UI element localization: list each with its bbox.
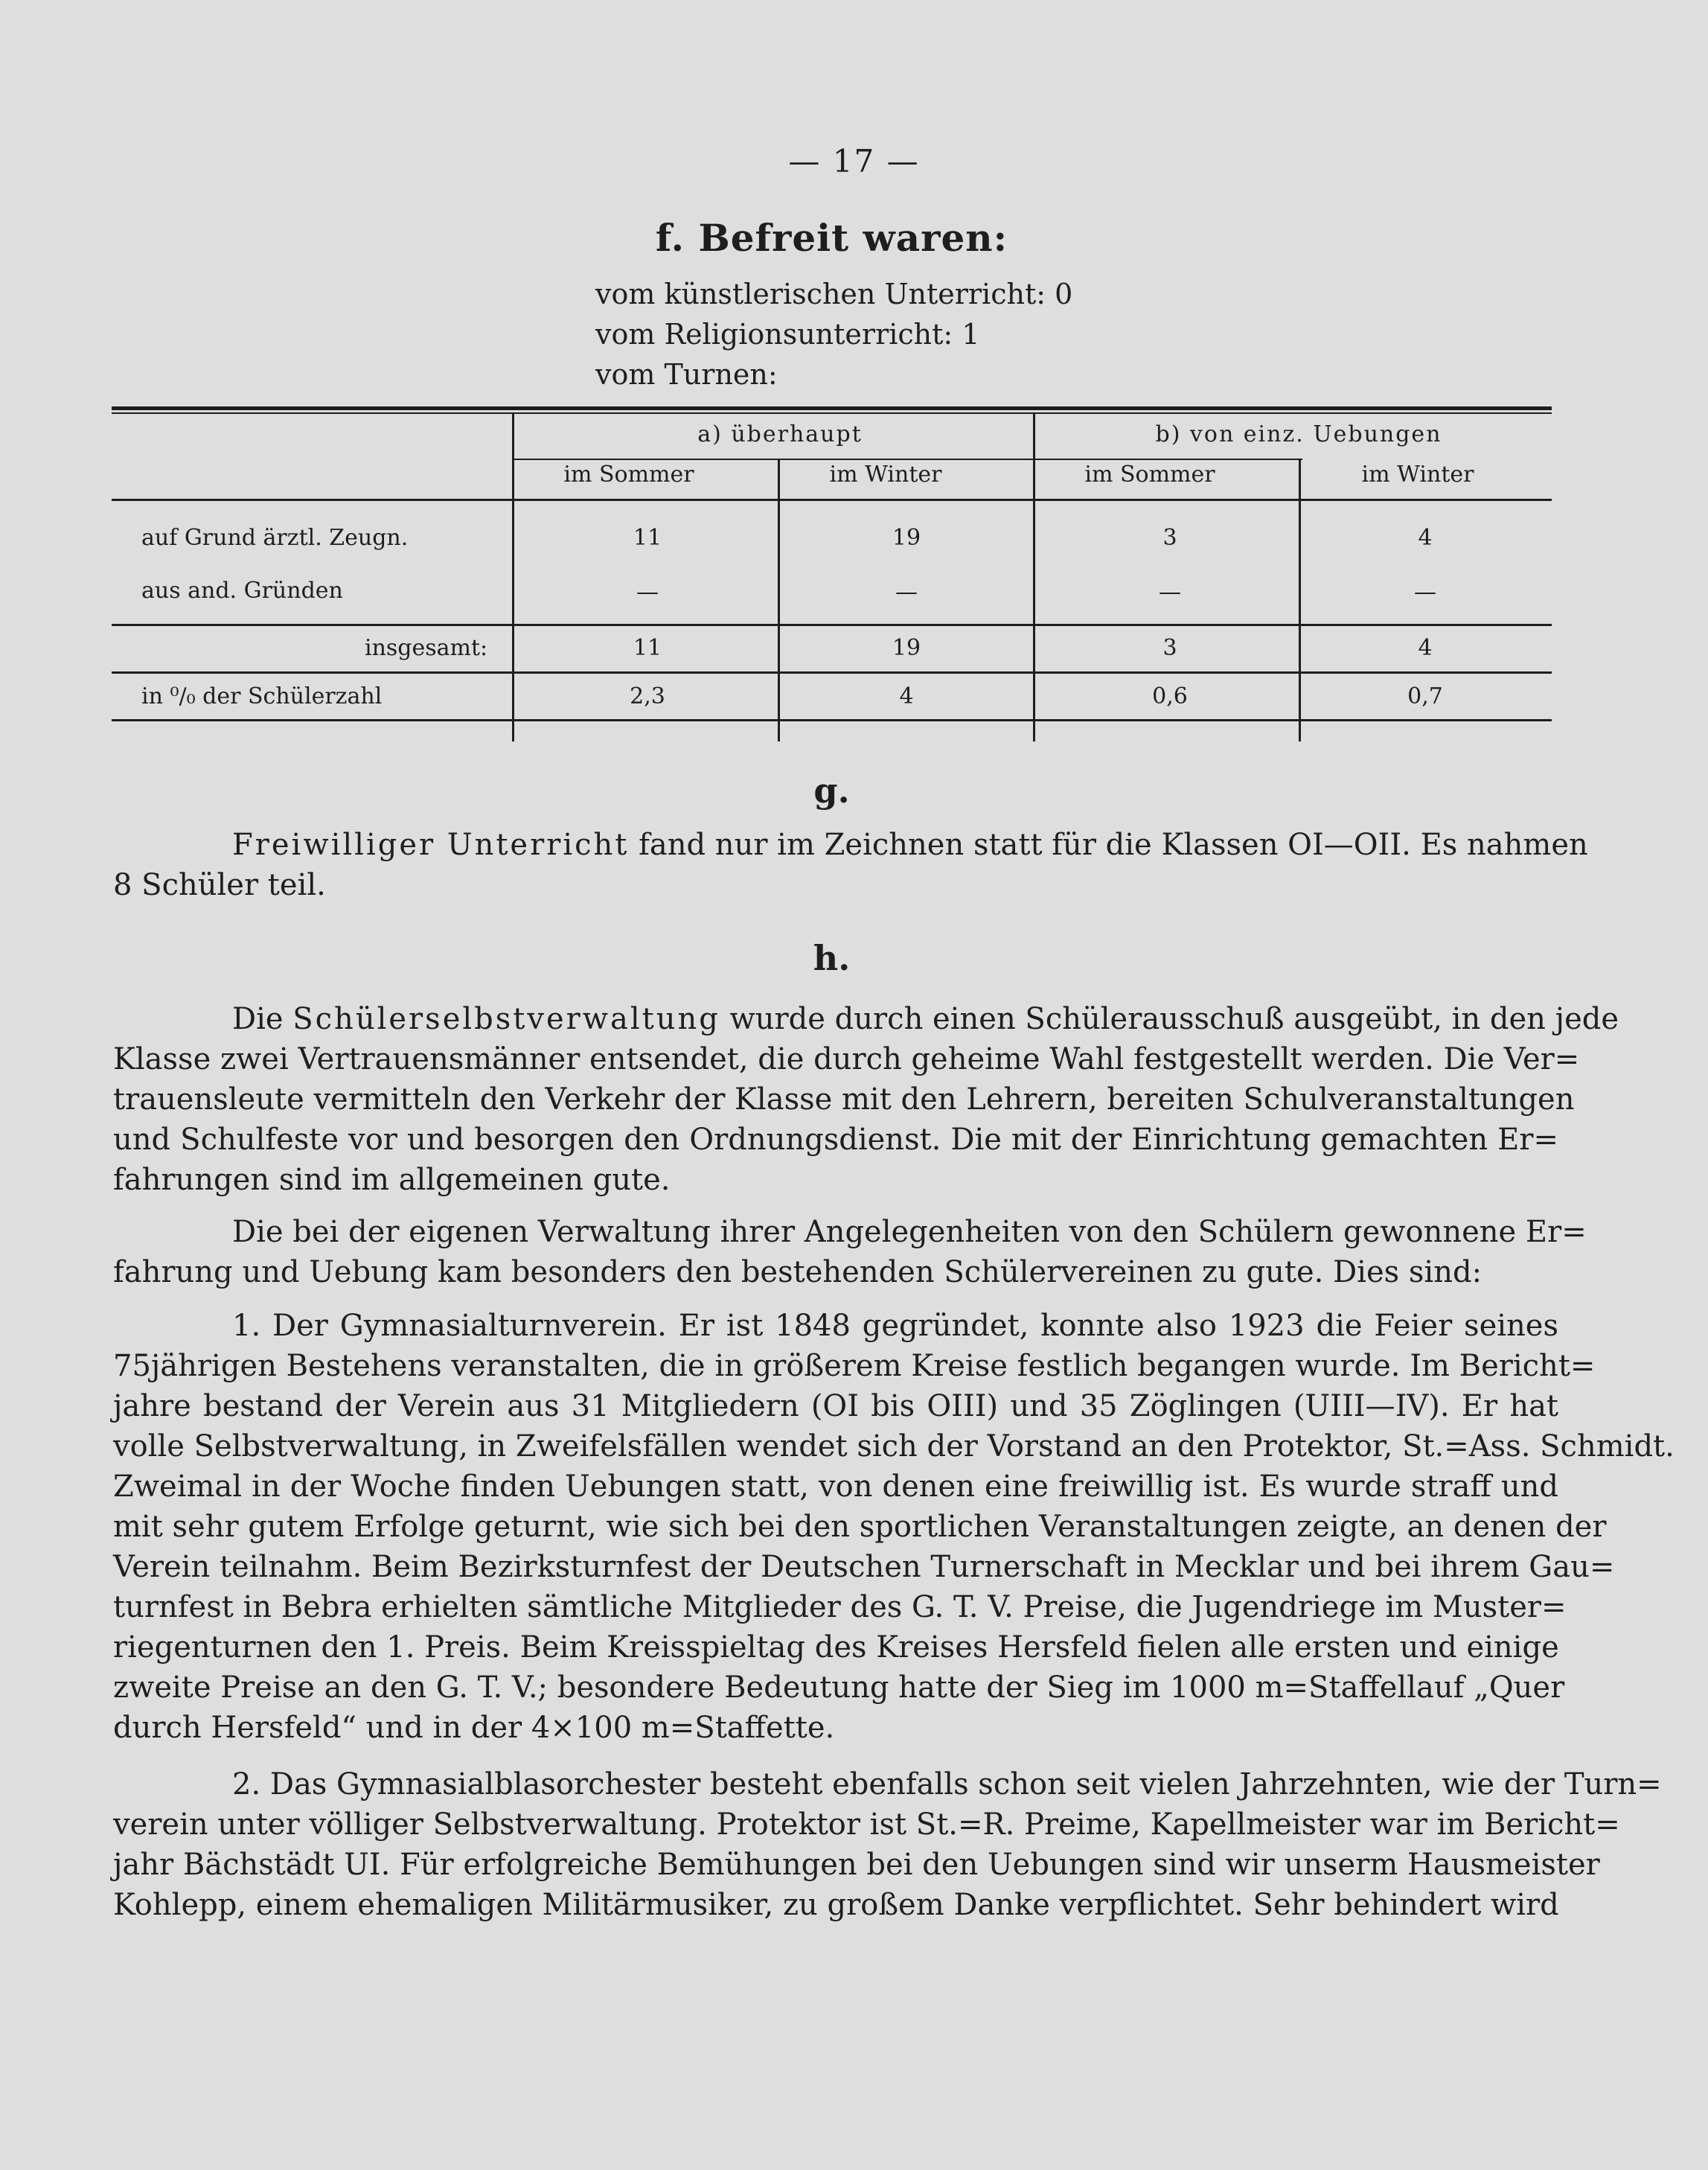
table-top-rule-thin (112, 412, 1552, 414)
section-f-heading: f. Befreit waren: (655, 216, 1008, 260)
text-line: fahrung und Uebung kam besonders den bestehenden Schülervereinen zu gute. Dies sind: (113, 1255, 1482, 1289)
section-h-heading: h. (813, 938, 851, 978)
text-line: trauensleute vermitteln den Verkehr der Klasse mit den Lehrern, bereiten Schulveranstaltungen (113, 1082, 1575, 1117)
table-col-divider (512, 414, 514, 741)
table-col-divider (1299, 460, 1301, 741)
table-row-label: aus and. Gründen (141, 578, 343, 604)
table-mid-rule (112, 624, 1552, 626)
table-cell: 3 (1162, 525, 1177, 551)
text-line: Die Schülerselbstverwaltung wurde durch einen Schülerausschuß ausgeübt, in den jede (232, 1002, 1619, 1036)
text-line: Klasse zwei Vertrauensmänner entsendet, die durch geheime Wahl festgestellt werden. Die Ver= (113, 1042, 1580, 1076)
table-col-header: im Sommer (1084, 462, 1215, 488)
text-line: mit sehr gutem Erfolge geturnt, wie sich bei den sportlichen Veranstaltungen zeigte, an denen der (113, 1510, 1607, 1544)
table-row-label: in ⁰/₀ der Schülerzahl (141, 683, 383, 709)
text-line: volle Selbstverwaltung, in Zweifelsfällen wendet sich der Vorstand an den Protektor, St.=Ass. Schmidt. (113, 1429, 1675, 1464)
table-cell: — (636, 579, 659, 605)
table-cell: 0,7 (1407, 683, 1443, 709)
text-line: Verein teilnahm. Beim Bezirksturnfest der Deutschen Turnerschaft in Mecklar und bei ihrem Gau= (113, 1550, 1615, 1584)
table-cell: 4 (1418, 525, 1433, 551)
text-line: 1. Der Gymnasialturnverein. Er ist 1848 gegründet, konnte also 1923 die Feier seines (232, 1309, 1558, 1343)
text-line: verein unter völliger Selbstverwaltung. Protektor ist St.=R. Preime, Kapellmeister war im Bericht= (113, 1807, 1620, 1842)
table-total-rule (112, 671, 1552, 674)
table-col-divider (778, 460, 780, 741)
text-line: riegenturnen den 1. Preis. Beim Kreisspieltag des Kreises Hersfeld fielen alle ersten und einige (113, 1630, 1559, 1665)
table-col-divider (1033, 414, 1035, 741)
table-col-header: im Winter (1361, 462, 1474, 488)
table-cell: — (1414, 579, 1436, 605)
text-line: Kohlepp, einem ehemaligen Militärmusiker, zu großem Danke verpflichtet. Sehr behindert wird (113, 1888, 1559, 1922)
text-line: fahrungen sind im allgemeinen gute. (113, 1163, 671, 1197)
exemption-line: vom Turnen: (595, 358, 778, 391)
text-line: Die bei der eigenen Verwaltung ihrer Angelegenheiten von den Schülern gewonnene Er= (232, 1215, 1587, 1249)
table-cell: 19 (892, 635, 921, 661)
text-line: 8 Schüler teil. (113, 868, 326, 902)
section-g-heading: g. (813, 770, 850, 811)
text-line: jahr Bächstädt UI. Für erfolgreiche Bemühungen bei den Uebungen sind wir unserm Hausmeister (113, 1848, 1600, 1882)
section-h-paragraph-4 (113, 1764, 1662, 1925)
section-h-paragraph-3 (113, 1306, 1675, 1748)
table-cell: 11 (633, 525, 662, 551)
text-line: turnfest in Bebra erhielten sämtliche Mitglieder des G. T. V. Preise, die Jugendriege im Muster= (113, 1590, 1567, 1624)
section-h-paragraph-1 (113, 999, 1619, 1200)
text-line: Zweimal in der Woche finden Uebungen statt, von denen eine freiwillig ist. Es wurde straff und (113, 1469, 1558, 1504)
section-h-paragraph-2 (113, 1212, 1587, 1292)
text-line: und Schulfeste vor und besorgen den Ordnungsdienst. Die mit der Einrichtung gemachten Er= (113, 1123, 1558, 1157)
table-row-label: auf Grund ärztl. Zeugn. (141, 525, 409, 551)
table-cell: 4 (1418, 635, 1433, 661)
exemption-line: vom künstlerischen Unterricht: 0 (595, 278, 1073, 310)
table-cell: 3 (1162, 635, 1177, 661)
text-line: 2. Das Gymnasialblasorchester besteht ebenfalls schon seit vielen Jahrzehnten, wie der Turn= (232, 1767, 1662, 1802)
text-line: durch Hersfeld“ und in der 4×100 m=Staffette. (113, 1711, 835, 1745)
text-line: jahre bestand der Verein aus 31 Mitgliedern (OI bis OIII) und 35 Zöglingen (UIII—IV). Er hat (113, 1389, 1558, 1423)
text-line: 75jährigen Bestehens veranstalten, die in größerem Kreise festlich begangen wurde. Im Bericht= (113, 1349, 1596, 1383)
table-cell: 11 (633, 635, 662, 661)
page-number: — 17 — (788, 143, 920, 179)
table-top-rule (112, 406, 1552, 410)
text-line: zweite Preise an den G. T. V.; besondere Bedeutung hatte der Sieg im 1000 m=Staffellauf „Quer (113, 1670, 1565, 1705)
table-cell: 19 (892, 525, 921, 551)
table-bottom-rule (112, 719, 1552, 721)
table-cell: — (1159, 579, 1181, 605)
section-g-paragraph (113, 825, 1588, 905)
table-cell: 0,6 (1152, 683, 1188, 709)
exemptions-list (595, 274, 1072, 395)
table-cell: 4 (899, 683, 914, 709)
text-line: Freiwilliger Unterricht fand nur im Zeichnen statt für die Klassen OI—OII. Es nahmen (232, 828, 1588, 862)
table-col-header: im Winter (829, 462, 942, 488)
table-group-header-b: b) von einz. Uebungen (1155, 421, 1442, 447)
exemption-line: vom Religionsunterricht: 1 (595, 318, 980, 351)
table-row-label: insgesamt: (365, 635, 488, 661)
table-col-header: im Sommer (563, 462, 694, 488)
table-cell: 2,3 (630, 683, 665, 709)
table-subheader-rule (514, 459, 1302, 460)
table-header-rule (112, 499, 1552, 501)
table-cell: — (895, 579, 918, 605)
table-group-header-a: a) überhaupt (697, 421, 863, 447)
